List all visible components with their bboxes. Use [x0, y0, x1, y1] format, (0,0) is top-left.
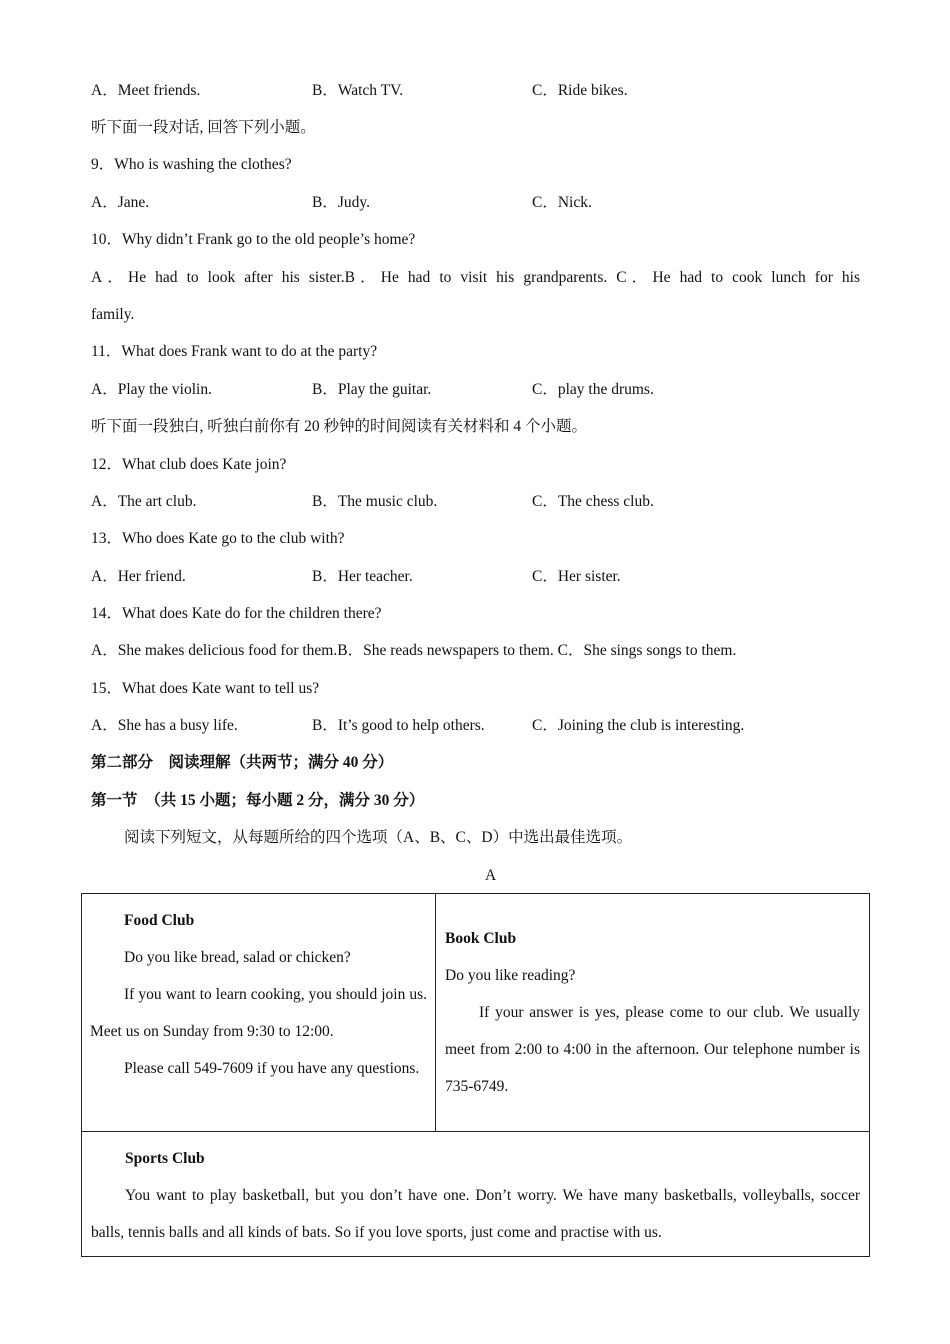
q12-option-c: C．The chess club. [532, 493, 654, 510]
book-club-p1: Do you like reading? [445, 967, 576, 984]
q11-option-b: B．Play the guitar. [312, 381, 432, 398]
food-club-p3: Please call 549-7609 if you have any questions. [124, 1060, 420, 1077]
q11-stem: 11．What does Frank want to do at the party? [91, 343, 378, 360]
q12-option-b: B．The music club. [312, 493, 438, 510]
q12-option-a: A．The art club. [91, 493, 197, 510]
food-club-cell [82, 894, 436, 1132]
food-club-title: Food Club [124, 912, 195, 929]
q15-option-b: B．It’s good to help others. [312, 717, 485, 734]
sports-club-cell [82, 1132, 870, 1257]
food-club-p2: If you want to learn cooking, you should join us. Meet us on Sunday from 9:30 to 12:00. [90, 986, 427, 1040]
q13-option-c: C．Her sister. [532, 568, 621, 585]
q8-option-b: B．Watch TV. [312, 82, 404, 99]
monologue-instruction: 听下面一段独白, 听独白前你有 20 秒钟的时间阅读有关材料和 4 个小题。 [91, 418, 588, 435]
q15-option-a: A．She has a busy life. [91, 717, 238, 734]
q9-option-c: C．Nick. [532, 194, 592, 211]
q11-option-c: C．play the drums. [532, 381, 654, 398]
q10-options: A．He had to look after his sister.B．He had to visit his grandparents. C．He had to cook lunch for his [91, 269, 860, 286]
q13-option-a: A．Her friend. [91, 568, 186, 585]
q8-option-a: A．Meet friends. [91, 82, 201, 99]
food-club-p1: Do you like bread, salad or chicken? [124, 949, 351, 966]
q14-stem: 14．What does Kate do for the children there? [91, 605, 382, 622]
section-one-title: 第一节 （共 15 小题；每小题 2 分，满分 30 分） [91, 792, 425, 809]
book-club-p2: If your answer is yes, please come to our club. We usually meet from 2:00 to 4:00 in the afternoon. Our telephone number is 735-6749. [445, 1004, 860, 1095]
part-two-title: 第二部分 阅读理解（共两节；满分 40 分） [91, 754, 394, 771]
q13-option-b: B．Her teacher. [312, 568, 413, 585]
sports-club-title: Sports Club [125, 1150, 205, 1167]
reading-instruction: 阅读下列短文，从每题所给的四个选项（A、B、C、D）中选出最佳选项。 [124, 829, 633, 846]
q11-option-a: A．Play the violin. [91, 381, 212, 398]
book-club-title: Book Club [445, 930, 517, 947]
dialogue-instruction: 听下面一段对话, 回答下列小题。 [91, 119, 316, 136]
q8-option-c: C．Ride bikes. [532, 82, 628, 99]
q9-stem: 9．Who is washing the clothes? [91, 156, 292, 173]
passage-label: A [485, 867, 497, 884]
q9-option-b: B．Judy. [312, 194, 370, 211]
q10-options-continued: family. [91, 306, 135, 323]
sports-club-p1: You want to play basketball, but you don’t have one. Don’t worry. We have many basketballs, volleyballs, soccer balls, tennis balls and all kinds of bats. So if you love sports, just come and practise with us. [91, 1187, 860, 1241]
clubs-table [81, 893, 870, 1257]
q10-stem: 10．Why didn’t Frank go to the old people’s home? [91, 231, 416, 248]
q15-option-c: C．Joining the club is interesting. [532, 717, 745, 734]
q9-option-a: A．Jane. [91, 194, 150, 211]
q14-options: A．She makes delicious food for them.B．She reads newspapers to them. C．She sings songs to them. [91, 642, 737, 659]
book-club-cell [436, 894, 870, 1132]
q12-stem: 12．What club does Kate join? [91, 456, 287, 473]
q13-stem: 13．Who does Kate go to the club with? [91, 530, 345, 547]
q15-stem: 15．What does Kate want to tell us? [91, 680, 320, 697]
